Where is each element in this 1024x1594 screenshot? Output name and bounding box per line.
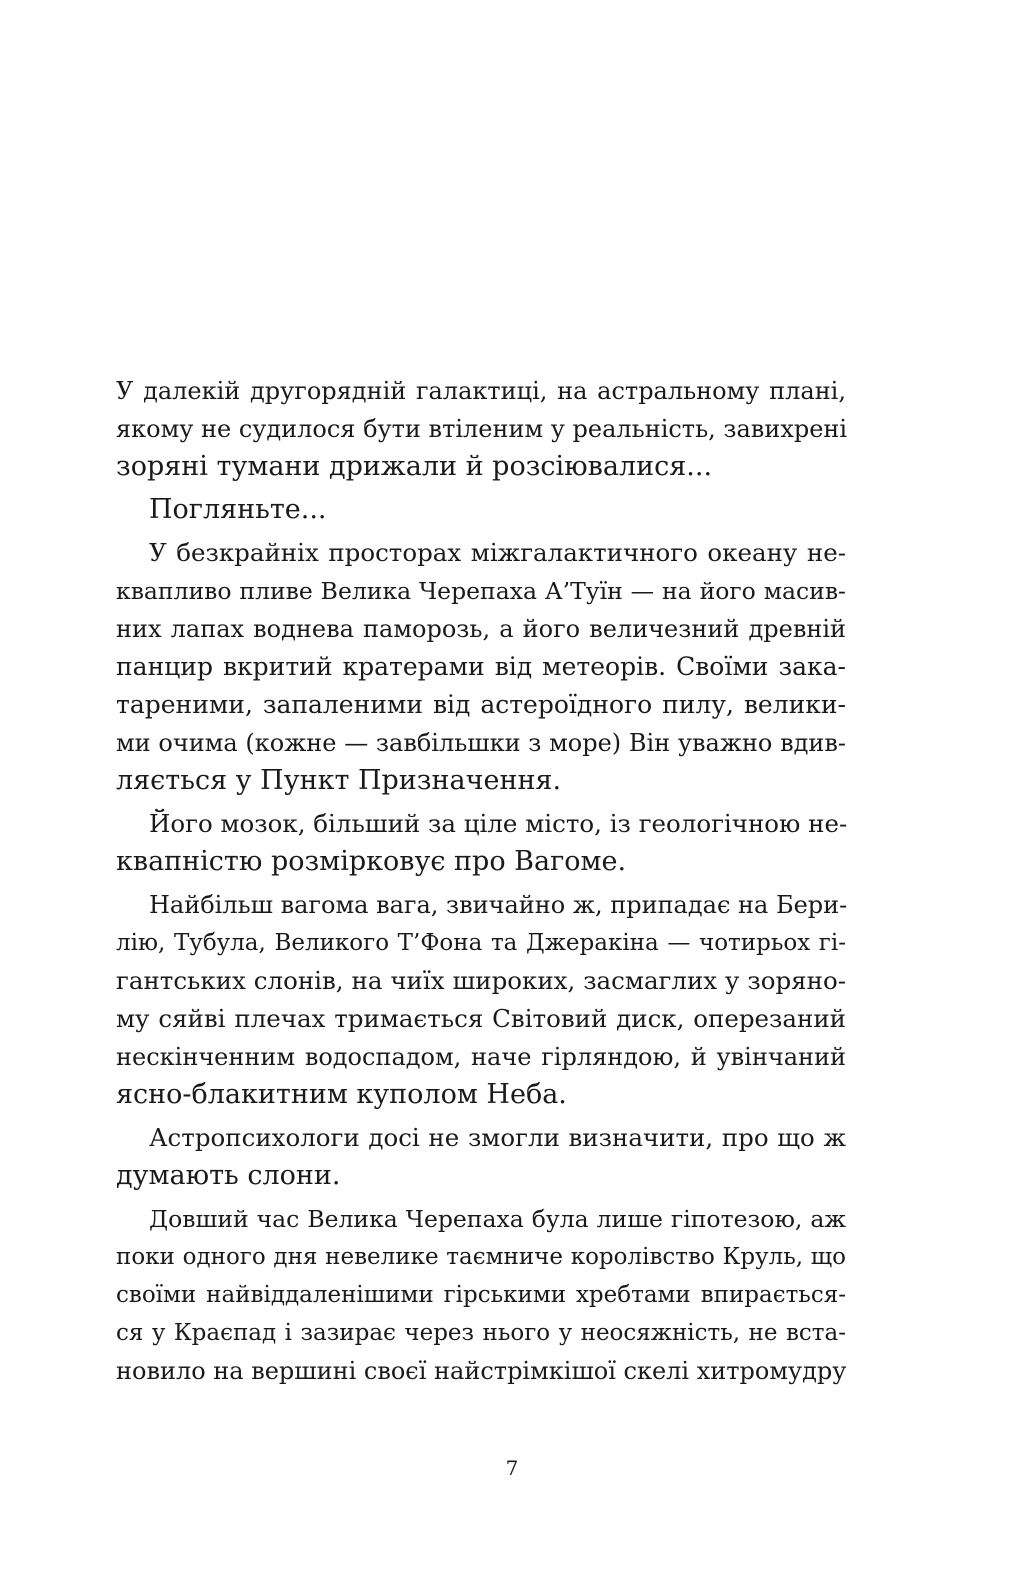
body-text [116, 372, 846, 1390]
text-line: Довший час Велика Черепаха була лише гіпотезою, аж [149, 1205, 846, 1233]
text-line: квапністю розмірковує про Вагоме. [116, 846, 627, 877]
paragraph [116, 1200, 846, 1390]
text-line: гантських слонів, на чиїх широких, засмаглих у зоряно- [116, 966, 846, 995]
text-line: ляється у Пункт Призначення. [116, 765, 562, 796]
text-line: них лапах воднева паморозь, а його величезний древній [116, 615, 846, 643]
paragraph [116, 534, 846, 800]
text-line: якому не судилося бути втіленим у реальність, завихрені [116, 415, 848, 443]
text-line: думають слони. [116, 1160, 341, 1191]
page-number: 7 [505, 1456, 519, 1480]
text-line: зоряні тумани дрижали й розсіювалися... [116, 451, 713, 482]
paragraph [116, 1119, 846, 1195]
text-line: Погляньте... [149, 494, 327, 525]
text-line: У далекій другорядній галактиці, на астральному плані, [116, 377, 846, 405]
paragraph [116, 372, 846, 486]
text-line: Астропсихологи досі не змогли визначити, про що ж [149, 1123, 846, 1152]
text-line: Його мозок, більший за ціле місто, із геологічною не- [149, 809, 848, 838]
text-line: нескінченним водоспадом, наче гірляндою, й увінчаний [116, 1043, 846, 1071]
text-line: ся у Краєпад і зазирає через нього у неосяжність, не вста- [116, 1320, 846, 1346]
text-line: Найбільш вагома вага, звичайно ж, припадає на Бери- [149, 891, 848, 919]
paragraph [116, 886, 846, 1114]
text-line: своїми найвіддаленішими гірськими хребтами впирається- [116, 1282, 846, 1308]
text-line: ясно-блакитним куполом Неба. [116, 1079, 567, 1110]
text-line: новило на вершині своєї найстрімкішої скелі хитромудру [116, 1357, 847, 1385]
text-line: ми очима (кожне — завбільшки з море) Він уважно вдив- [116, 729, 846, 757]
text-line: квапливо пливе Велика Черепаха А’Туїн — на його масив- [116, 577, 846, 605]
text-line: тареними, запаленими від астероїдного пилу, велики- [116, 690, 846, 719]
text-line: У безкрайніх просторах міжгалактичного океану не- [149, 538, 846, 567]
paragraph [116, 805, 846, 881]
text-line: му сяйві плечах тримається Світовий диск, оперезаний [116, 1004, 846, 1033]
paragraph [116, 491, 846, 529]
text-line: панцир вкритий кратерами від метеорів. Своїми зака- [116, 652, 846, 681]
text-line: лію, Тубула, Великого Т’Фона та Джеракіна — чотирьох гі- [116, 930, 846, 956]
text-line: поки одного дня невелике таємниче королівство Круль, що [116, 1244, 846, 1270]
